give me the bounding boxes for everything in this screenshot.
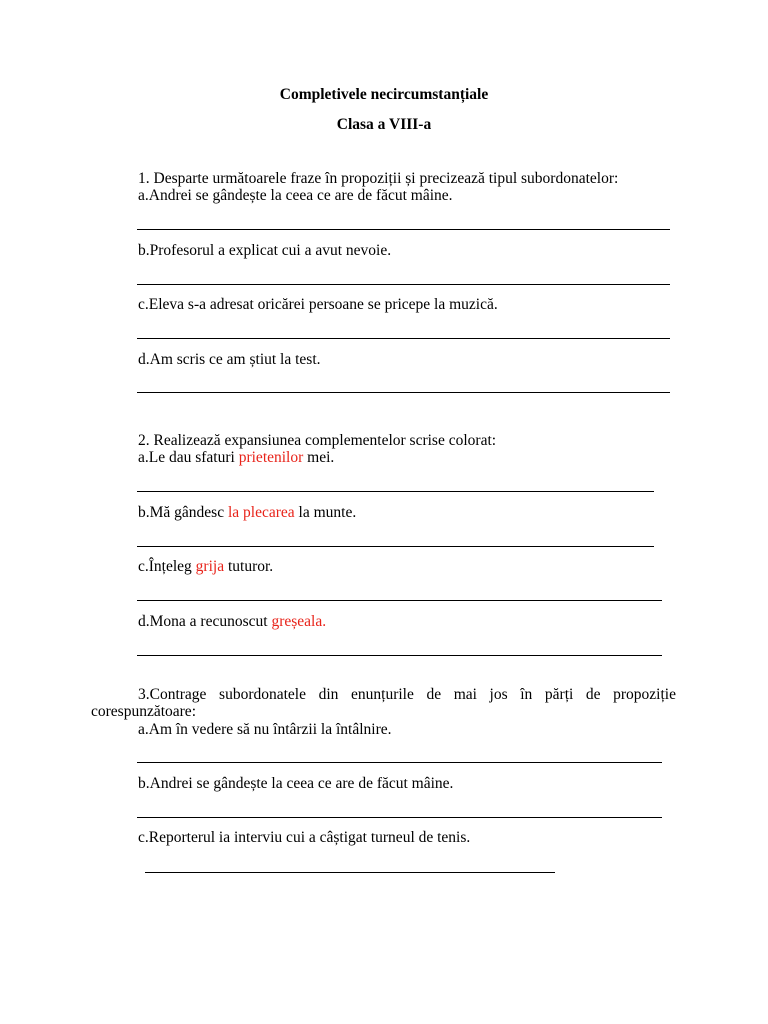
answer-line (137, 229, 670, 230)
answer-line (137, 655, 662, 656)
answer-line (137, 338, 670, 339)
exercise-2-instruction: 2. Realizează expansiunea complementelor scrise colorat: (138, 432, 497, 449)
exercise-2-item-c: c.Înțeleg grija tuturor. (138, 558, 274, 575)
exercise-2-item-d: d.Mona a recunoscut greșeala. (138, 613, 327, 630)
answer-line (145, 872, 555, 873)
page-title: Completivele necircumstanțiale (279, 86, 489, 103)
exercise-3-instruction: 3.Contrage subordonatele din enunțurile de mai jos în părți de propoziție corespunzătoare: (91, 686, 676, 720)
highlighted-complement: grija (195, 558, 225, 575)
exercise-1-item-d: d.Am scris ce am știut la test. (138, 351, 321, 368)
answer-line (137, 392, 670, 393)
highlighted-complement: greșeala. (271, 613, 327, 630)
exercise-3-item-b: b.Andrei se gândește la ceea ce are de făcut mâine. (138, 775, 454, 792)
exercise-3-item-c: c.Reporterul ia interviu cui a câștigat turneul de tenis. (138, 829, 471, 846)
exercise-2-item-a: a.Le dau sfaturi prietenilor mei. (138, 449, 335, 466)
exercise-1-item-c: c.Eleva s-a adresat oricărei persoane se pricepe la muzică. (138, 296, 498, 313)
answer-line (137, 284, 670, 285)
exercise-2-item-b: b.Mă gândesc la plecarea la munte. (138, 504, 357, 521)
answer-line (137, 546, 654, 547)
exercise-1-item-a: a.Andrei se gândește la ceea ce are de făcut mâine. (138, 187, 453, 204)
answer-line (137, 762, 662, 763)
highlighted-complement: la plecarea (227, 504, 295, 521)
answer-line (137, 600, 662, 601)
answer-line (137, 491, 654, 492)
answer-line (137, 817, 662, 818)
highlighted-complement: prietenilor (238, 449, 304, 466)
page-subtitle: Clasa a VIII-a (336, 116, 432, 133)
exercise-3-item-a: a.Am în vedere să nu întârzii la întâlnire. (138, 721, 392, 738)
exercise-1-instruction: 1. Desparte următoarele fraze în propoziții și precizează tipul subordonatelor: (138, 170, 619, 187)
exercise-1-item-b: b.Profesorul a explicat cui a avut nevoie. (138, 242, 392, 259)
